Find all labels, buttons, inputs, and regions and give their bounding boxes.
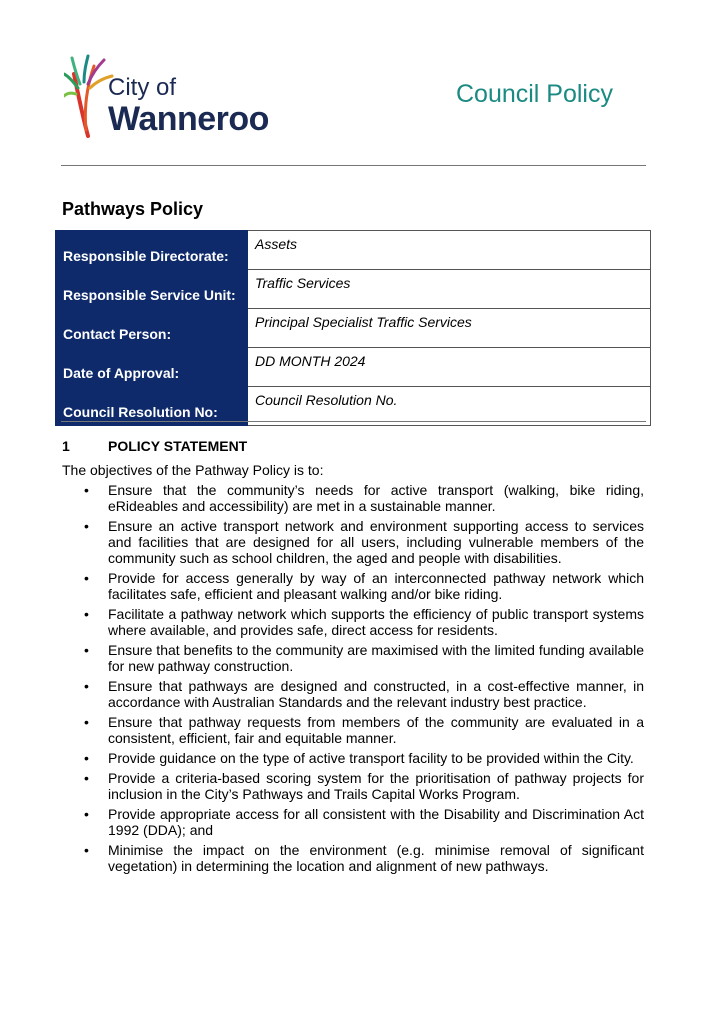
objectives-list — [84, 482, 644, 878]
document-type-label: Council Policy — [455, 80, 613, 108]
meta-key: Contact Person: — [56, 309, 248, 348]
logo-emblem-icon — [64, 54, 114, 138]
meta-value: Traffic Services — [248, 270, 651, 309]
list-item: • Facilitate a pathway network which supports the efficiency of public transport systems where available, and provides safe, direct access for residents. — [84, 606, 644, 638]
list-item: • Provide appropriate access for all consistent with the Disability and Discrimination Act 1992 (DDA); and — [84, 806, 644, 838]
list-item: • Ensure that benefits to the community are maximised with the limited funding available for new pathway construction. — [84, 642, 644, 674]
meta-key: Date of Approval: — [56, 348, 248, 387]
meta-row — [56, 231, 651, 270]
city-of-wanneroo-logo — [64, 54, 294, 138]
meta-row — [56, 348, 651, 387]
meta-row — [56, 387, 651, 426]
list-item: • Minimise the impact on the environment (e.g. minimise removal of significant vegetation) in determining the location and alignment of new pathways. — [84, 842, 644, 874]
section-heading — [62, 438, 247, 454]
logo-line-1: City of — [108, 74, 177, 101]
list-item: • Ensure that the community’s needs for active transport (walking, bike riding, eRideables and accessibility) are met in a sustainable manner. — [84, 482, 644, 514]
policy-title: Pathways Policy — [62, 199, 204, 219]
section-title: POLICY STATEMENT — [108, 438, 248, 454]
meta-key: Council Resolution No: — [56, 387, 248, 426]
header-divider — [61, 165, 646, 166]
list-item: • Provide for access generally by way of an interconnected pathway network which facilitates safe, efficient and pleasant walking and/or bike riding. — [84, 570, 644, 602]
meta-value: Council Resolution No. — [248, 387, 651, 426]
list-item: • Provide guidance on the type of active transport facility to be provided within the City. — [84, 750, 644, 766]
meta-key: Responsible Service Unit: — [56, 270, 248, 309]
meta-value: DD MONTH 2024 — [248, 348, 651, 387]
meta-value: Assets — [248, 231, 651, 270]
meta-row — [56, 309, 651, 348]
section-number: 1 — [62, 438, 70, 454]
section-divider — [61, 421, 646, 422]
list-item: • Ensure that pathways are designed and constructed, in a cost-effective manner, in accordance with Australian Standards and the relevant industry best practice. — [84, 678, 644, 710]
meta-key: Responsible Directorate: — [56, 231, 248, 270]
section-intro: The objectives of the Pathway Policy is to: — [62, 462, 324, 478]
list-item: • Ensure an active transport network and environment supporting access to services and facilities that are designed for all users, including vulnerable members of the community such as school children, the aged and people with disabilities. — [84, 518, 644, 566]
meta-value: Principal Specialist Traffic Services — [248, 309, 651, 348]
meta-row — [56, 270, 651, 309]
list-item: • Provide a criteria-based scoring system for the prioritisation of pathway projects for inclusion in the City’s Pathways and Trails Capital Works Program. — [84, 770, 644, 802]
logo-line-2: Wanneroo — [108, 100, 269, 138]
policy-meta-table — [55, 230, 651, 426]
list-item: • Ensure that pathway requests from members of the community are evaluated in a consistent, efficient, fair and equitable manner. — [84, 714, 644, 746]
